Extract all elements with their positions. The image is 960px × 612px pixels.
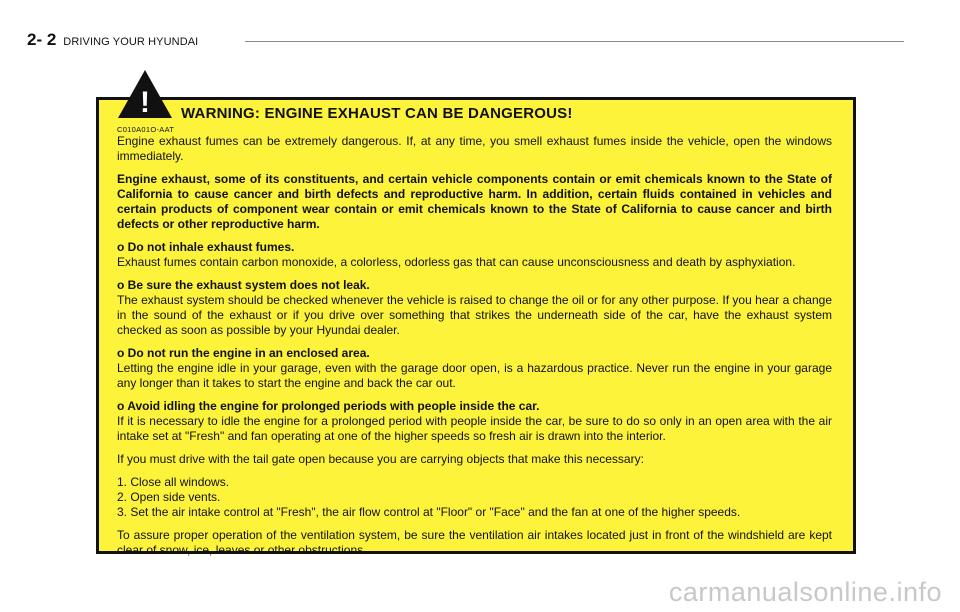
item-heading: o Do not inhale exhaust fumes. bbox=[117, 240, 295, 254]
warning-item bbox=[117, 399, 832, 444]
item-body: If it is necessary to idle the engine for a prolonged period with people inside the car, be sure to do so only in an open area with the air intake set at "Fresh" and fan operating at one of the higher speeds so fresh air is drawn into the interior. bbox=[117, 414, 832, 443]
section-title: DRIVING YOUR HYUNDAI bbox=[63, 36, 199, 48]
warning-content bbox=[117, 125, 832, 558]
ventilation-paragraph: To assure proper operation of the ventilation system, be sure the ventilation air intakes located just in front of the windshield are kept clear of snow, ice, leaves or other obstructions. bbox=[117, 528, 832, 557]
item-heading: o Be sure the exhaust system does not leak. bbox=[117, 278, 370, 292]
page-header bbox=[27, 30, 198, 52]
exclamation-glyph: ! bbox=[140, 86, 150, 119]
california-paragraph: Engine exhaust, some of its constituents, and certain vehicle components contain or emit chemicals known to the State of California to cause cancer and birth defects and reproductive harm. In addition, certain fluids contained in vehicles and certain products of component wear contain or emit chemicals known to the State of California to cause cancer and birth defects or other reproductive harm. bbox=[117, 172, 832, 231]
exclamation-triangle-icon bbox=[116, 68, 174, 120]
warning-item bbox=[117, 346, 832, 391]
item-body: Exhaust fumes contain carbon monoxide, a colorless, odorless gas that can cause unconsciousness and death by asphyxiation. bbox=[117, 255, 796, 269]
item-body: The exhaust system should be checked whenever the vehicle is raised to change the oil or for any other purpose. If you hear a change in the sound of the exhaust or if you drive over something that strikes the underneath side of the car, have the exhaust system checked as soon as possible by your Hyundai dealer. bbox=[117, 293, 832, 337]
list-item: 2. Open side vents. bbox=[117, 490, 221, 504]
tailgate-paragraph: If you must drive with the tail gate open because you are carrying objects that make this necessary: bbox=[117, 452, 644, 466]
header-divider bbox=[245, 41, 904, 42]
intro-paragraph: Engine exhaust fumes can be extremely dangerous. If, at any time, you smell exhaust fumes inside the vehicle, open the windows immediately. bbox=[117, 134, 832, 163]
item-heading: o Do not run the engine in an enclosed area. bbox=[117, 346, 370, 360]
list-item: 1. Close all windows. bbox=[117, 475, 230, 489]
reference-code: C010A01O-AAT bbox=[117, 125, 175, 134]
page-number: 2- 2 bbox=[27, 30, 57, 49]
warning-item bbox=[117, 278, 832, 338]
list-item: 3. Set the air intake control at "Fresh", the air flow control at "Floor" or "Face" and the fan at one of the higher speeds. bbox=[117, 505, 741, 519]
steps-list bbox=[117, 475, 832, 520]
warning-title: WARNING: ENGINE EXHAUST CAN BE DANGEROUS! bbox=[181, 105, 573, 122]
item-body: Letting the engine idle in your garage, even with the garage door open, is a hazardous practice. Never run the engine in your garage any longer than it takes to start the engine and back the car out. bbox=[117, 361, 832, 390]
watermark: carmanualsonline.info bbox=[668, 577, 942, 607]
item-heading: o Avoid idling the engine for prolonged periods with people inside the car. bbox=[117, 399, 540, 413]
warning-item bbox=[117, 240, 832, 270]
